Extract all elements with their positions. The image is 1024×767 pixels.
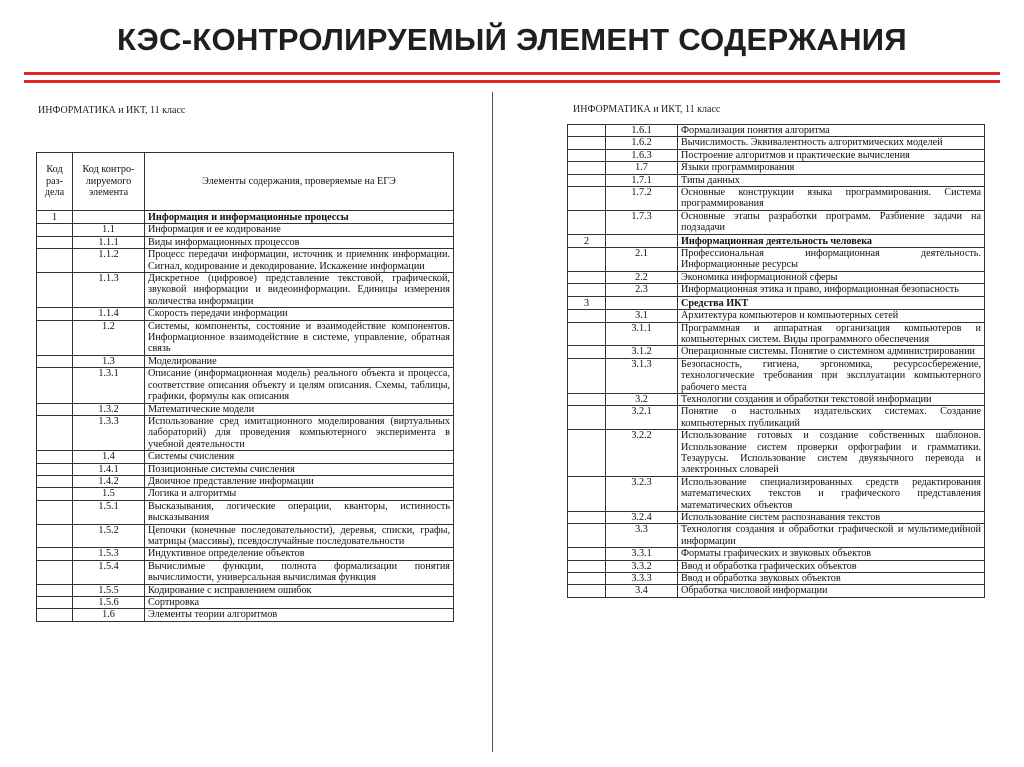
content-cell: Ввод и обработка звуковых объектов (678, 573, 985, 585)
element-code-cell: 1.5.3 (73, 548, 145, 560)
content-cell: Сортировка (145, 597, 454, 609)
table-row (37, 249, 454, 273)
section-code-cell (568, 560, 606, 572)
table-row (37, 609, 454, 621)
table-row (568, 430, 985, 477)
content-cell: Вычислимые функции, полнота формализации понятия вычислимости, универсальная вычислимая функция (145, 560, 454, 584)
section-code-cell (37, 236, 73, 248)
content-cell: Позиционные системы счисления (145, 463, 454, 475)
section-code-cell (568, 248, 606, 272)
section-code-cell (37, 597, 73, 609)
content-cell: Кодирование с исправлением ошибок (145, 584, 454, 596)
page-header-left: ИНФОРМАТИКА и ИКТ, 11 класс (38, 105, 186, 116)
section-code-cell (37, 320, 73, 355)
content-cell: Цепочки (конечные последовательности), деревья, списки, графы, матрицы (массивы), псевдослучайные последовательности (145, 524, 454, 548)
content-cell: Дискретное (цифровое) представление текстовой, графической, звуковой информации и видеоинформации. Единицы измерения количества информации (145, 273, 454, 308)
table-row (37, 524, 454, 548)
section-code-cell (37, 560, 73, 584)
element-code-cell: 1.6.2 (606, 137, 678, 149)
element-code-cell: 1.7.1 (606, 174, 678, 186)
element-code-cell: 3.3 (606, 524, 678, 548)
red-rule-bottom (24, 80, 1000, 83)
content-cell: Основные конструкции языка программирования. Система программирования (678, 187, 985, 211)
content-cell: Использование специализированных средств редактирования математических текстов и графического представления математических объектов (678, 476, 985, 511)
section-code-cell (37, 415, 73, 450)
table-row (568, 137, 985, 149)
content-cell: Форматы графических и звуковых объектов (678, 548, 985, 560)
content-cell: Высказывания, логические операции, кванторы, истинность высказывания (145, 500, 454, 524)
table-row (37, 463, 454, 475)
element-code-cell: 1.5.4 (73, 560, 145, 584)
element-code-cell: 1.6.3 (606, 149, 678, 161)
table-row (37, 415, 454, 450)
element-code-cell: 1.4.1 (73, 463, 145, 475)
section-code-cell (568, 358, 606, 393)
content-cell: Процесс передачи информации, источник и приемник информации. Сигнал, кодирование и декодирование. Искажение информации (145, 249, 454, 273)
element-code-cell: 1.5.5 (73, 584, 145, 596)
element-code-cell: 1.5.2 (73, 524, 145, 548)
element-code-cell: 1.6.1 (606, 125, 678, 137)
content-cell: Использование сред имитационного моделирования (виртуальных лабораторий) для проведения компьютерного эксперимента в учебной деятельности (145, 415, 454, 450)
content-cell: Виды информационных процессов (145, 236, 454, 248)
section-code-cell (568, 346, 606, 358)
content-cell: Архитектура компьютеров и компьютерных сетей (678, 310, 985, 322)
table-row (37, 355, 454, 367)
red-rule-top (24, 72, 1000, 75)
element-code-cell: 3.2.3 (606, 476, 678, 511)
table-row (568, 187, 985, 211)
table-row (37, 597, 454, 609)
table-row (568, 573, 985, 585)
element-code-cell: 1.5.6 (73, 597, 145, 609)
content-cell: Экономика информационной сферы (678, 271, 985, 283)
section-code-cell (37, 609, 73, 621)
section-code-cell (37, 451, 73, 463)
content-cell: Использование систем распознавания текстов (678, 512, 985, 524)
element-code-cell: 3.1.2 (606, 346, 678, 358)
section-code-cell (37, 355, 73, 367)
section-code-cell (37, 308, 73, 320)
element-code-cell: 1.1.4 (73, 308, 145, 320)
content-cell: Системы счисления (145, 451, 454, 463)
element-code-cell: 3.2.1 (606, 406, 678, 430)
element-code-cell: 2.1 (606, 248, 678, 272)
element-code-cell: 3.4 (606, 585, 678, 597)
element-code-cell: 3.1 (606, 310, 678, 322)
table-row (568, 174, 985, 186)
content-cell: Скорость передачи информации (145, 308, 454, 320)
section-code-cell (568, 524, 606, 548)
section-code-cell (37, 524, 73, 548)
content-cell: Вычислимость. Эквивалентность алгоритмических моделей (678, 137, 985, 149)
section-code-cell (568, 162, 606, 174)
table-row (568, 346, 985, 358)
content-cell: Информационная деятельность человека (678, 234, 985, 247)
element-code-cell: 1.7.3 (606, 210, 678, 234)
content-cell: Понятие о настольных издательских системах. Создание компьютерных публикаций (678, 406, 985, 430)
content-cell: Использование готовых и создание собственных шаблонов. Использование систем проверки орфографии и грамматики. Тезаурусы. Использование систем двуязычного перевода и электронных словарей (678, 430, 985, 477)
table-row (568, 393, 985, 405)
section-code-cell (568, 512, 606, 524)
content-cell: Языки программирования (678, 162, 985, 174)
table-row (568, 512, 985, 524)
section-code-cell (37, 249, 73, 273)
table-row (568, 585, 985, 597)
section-code-cell: 1 (37, 211, 73, 224)
table-row (37, 224, 454, 236)
table-row (37, 584, 454, 596)
header-element-code: Код контро-лируемого элемента (73, 153, 145, 211)
table-row (568, 476, 985, 511)
element-code-cell: 3.1.1 (606, 322, 678, 346)
table-row (37, 403, 454, 415)
section-code-cell (568, 406, 606, 430)
element-code-cell: 3.3.2 (606, 560, 678, 572)
element-code-cell: 1.7.2 (606, 187, 678, 211)
content-cell: Программная и аппаратная организация компьютеров и компьютерных систем. Виды программного обеспечения (678, 322, 985, 346)
content-cell: Двоичное представление информации (145, 475, 454, 487)
section-code-cell (37, 475, 73, 487)
page-divider (492, 92, 493, 752)
content-cell: Элементы теории алгоритмов (145, 609, 454, 621)
element-code-cell: 3.2.4 (606, 512, 678, 524)
section-code-cell (568, 585, 606, 597)
content-cell: Основные этапы разработки программ. Разбиение задачи на подзадачи (678, 210, 985, 234)
section-code-cell (568, 210, 606, 234)
table-row (37, 236, 454, 248)
section-code-cell (37, 500, 73, 524)
element-code-cell (606, 296, 678, 309)
element-code-cell: 1.2 (73, 320, 145, 355)
element-code-cell: 1.4 (73, 451, 145, 463)
section-code-cell (568, 322, 606, 346)
section-code-cell (37, 273, 73, 308)
table-row (568, 248, 985, 272)
table-row (37, 475, 454, 487)
table-row (568, 284, 985, 296)
element-code-cell: 1.1.3 (73, 273, 145, 308)
content-cell: Индуктивное определение объектов (145, 548, 454, 560)
table-row (568, 296, 985, 309)
element-code-cell: 1.1 (73, 224, 145, 236)
section-code-cell (568, 187, 606, 211)
content-cell: Математические модели (145, 403, 454, 415)
section-code-cell (568, 310, 606, 322)
section-code-cell (568, 548, 606, 560)
element-code-cell: 1.7 (606, 162, 678, 174)
element-code-cell: 1.3.2 (73, 403, 145, 415)
section-code-cell (37, 463, 73, 475)
header-content: Элементы содержания, проверяемые на ЕГЭ (145, 153, 454, 211)
section-code-cell (37, 403, 73, 415)
table-row (37, 451, 454, 463)
content-cell: Профессиональная информационная деятельность. Информационные ресурсы (678, 248, 985, 272)
section-code-cell (37, 584, 73, 596)
table-row (568, 234, 985, 247)
content-cell: Типы данных (678, 174, 985, 186)
content-cell: Информация и информационные процессы (145, 211, 454, 224)
content-cell: Формализация понятия алгоритма (678, 125, 985, 137)
table-row (568, 125, 985, 137)
content-cell: Технологии создания и обработки текстовой информации (678, 393, 985, 405)
table-row (568, 358, 985, 393)
section-code-cell (568, 271, 606, 283)
table-row (37, 560, 454, 584)
content-cell: Системы, компоненты, состояние и взаимодействие компонентов. Информационное взаимодействие в системе, управление, обратная связь (145, 320, 454, 355)
section-code-cell (568, 174, 606, 186)
element-code-cell: 1.3.3 (73, 415, 145, 450)
element-code-cell: 3.3.1 (606, 548, 678, 560)
content-cell: Средства ИКТ (678, 296, 985, 309)
table-row (568, 310, 985, 322)
table-row (37, 320, 454, 355)
element-code-cell: 1.1.1 (73, 236, 145, 248)
section-code-cell (568, 284, 606, 296)
element-code-cell: 3.3.3 (606, 573, 678, 585)
section-code-cell (568, 393, 606, 405)
table-row (37, 211, 454, 224)
content-cell: Описание (информационная модель) реального объекта и процесса, соответствие описания объекту и целям описания. Схемы, таблицы, графики, формулы как описания (145, 368, 454, 403)
content-cell: Операционные системы. Понятие о системном администрировании (678, 346, 985, 358)
table-row (37, 308, 454, 320)
element-code-cell (73, 211, 145, 224)
section-code-cell: 2 (568, 234, 606, 247)
section-code-cell (568, 573, 606, 585)
content-cell: Информация и ее кодирование (145, 224, 454, 236)
section-code-cell (37, 224, 73, 236)
table-row (37, 488, 454, 500)
content-cell: Построение алгоритмов и практические вычисления (678, 149, 985, 161)
content-cell: Ввод и обработка графических объектов (678, 560, 985, 572)
content-cell: Моделирование (145, 355, 454, 367)
element-code-cell (606, 234, 678, 247)
content-cell: Информационная этика и право, информационная безопасность (678, 284, 985, 296)
section-code-cell (568, 476, 606, 511)
table-row (568, 210, 985, 234)
slide-title: КЭС-КОНТРОЛИРУЕМЫЙ ЭЛЕМЕНТ СОДЕРЖАНИЯ (117, 22, 907, 57)
page-header-right: ИНФОРМАТИКА и ИКТ, 11 класс (573, 104, 721, 115)
section-code-cell (568, 125, 606, 137)
element-code-cell: 1.6 (73, 609, 145, 621)
section-code-cell (37, 548, 73, 560)
element-code-cell: 3.2.2 (606, 430, 678, 477)
element-code-cell: 1.5.1 (73, 500, 145, 524)
table-row (568, 524, 985, 548)
table-row (568, 149, 985, 161)
table-row (37, 368, 454, 403)
element-code-cell: 2.2 (606, 271, 678, 283)
content-cell: Безопасность, гигиена, эргономика, ресурсосбережение, технологические требования при эксплуатации компьютерного рабочего места (678, 358, 985, 393)
section-code-cell (568, 137, 606, 149)
section-code-cell (568, 149, 606, 161)
table-row (568, 322, 985, 346)
section-code-cell (568, 430, 606, 477)
element-code-cell: 1.1.2 (73, 249, 145, 273)
element-code-cell: 3.2 (606, 393, 678, 405)
element-code-cell: 1.5 (73, 488, 145, 500)
element-code-cell: 3.1.3 (606, 358, 678, 393)
element-code-cell: 2.3 (606, 284, 678, 296)
element-code-cell: 1.3 (73, 355, 145, 367)
section-code-cell: 3 (568, 296, 606, 309)
table-row (568, 162, 985, 174)
table-row (37, 273, 454, 308)
table-row (568, 548, 985, 560)
content-cell: Логика и алгоритмы (145, 488, 454, 500)
content-cell: Технология создания и обработки графической и мультимедийной информации (678, 524, 985, 548)
header-section-code: Код раз-дела (37, 153, 73, 211)
table-row (37, 500, 454, 524)
section-code-cell (37, 368, 73, 403)
table-row (37, 548, 454, 560)
table-row (568, 560, 985, 572)
right-content-table (567, 124, 985, 598)
content-cell: Обработка числовой информации (678, 585, 985, 597)
section-code-cell (37, 488, 73, 500)
element-code-cell: 1.3.1 (73, 368, 145, 403)
table-row (568, 271, 985, 283)
left-content-table (36, 152, 454, 622)
table-row (568, 406, 985, 430)
element-code-cell: 1.4.2 (73, 475, 145, 487)
